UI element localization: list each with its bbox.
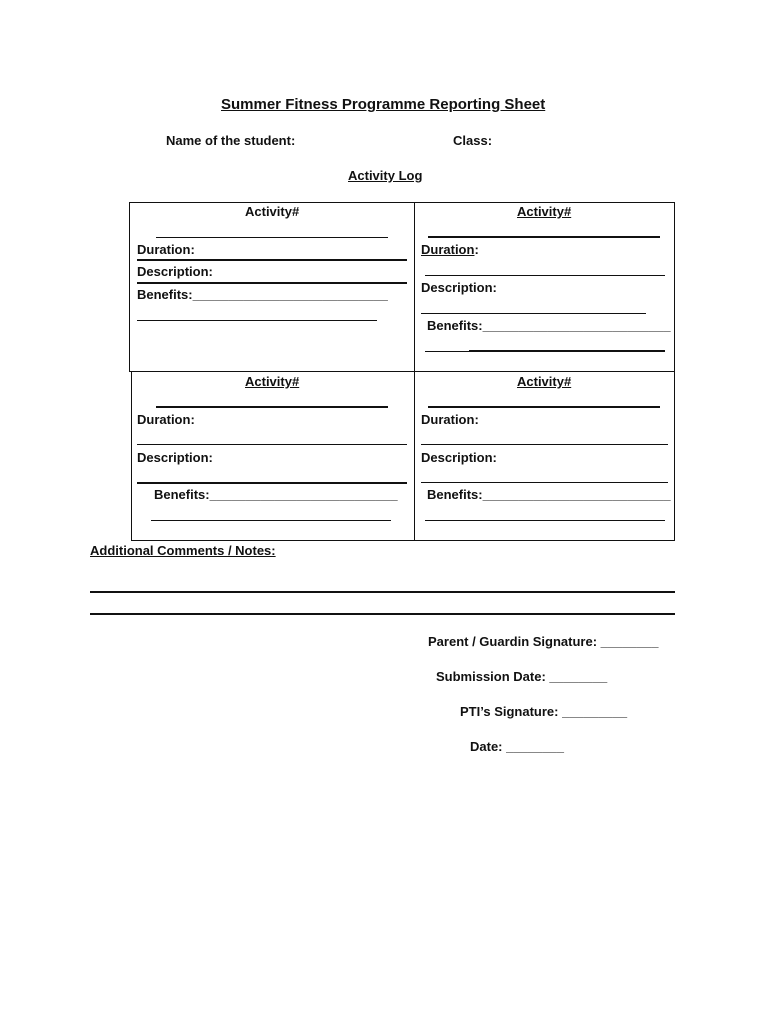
activity-heading: Activity# xyxy=(517,204,572,219)
benefits-label: Benefits:__________________________ xyxy=(154,487,398,502)
description-label: Description: xyxy=(421,280,497,295)
table-right-border xyxy=(674,202,675,541)
class-label: Class: xyxy=(453,133,493,148)
activity-name-line[interactable] xyxy=(156,237,388,238)
duration-line[interactable] xyxy=(137,259,407,261)
description-line[interactable] xyxy=(421,482,668,483)
table-bottom-border xyxy=(131,540,675,541)
activity-heading: Activity# xyxy=(245,204,300,219)
activity-name-line[interactable] xyxy=(428,406,660,408)
description-line[interactable] xyxy=(137,282,407,284)
duration-line[interactable] xyxy=(137,444,407,445)
duration-label: Duration: xyxy=(421,412,479,427)
table-left-border-bottom xyxy=(131,371,132,541)
benefits-label: Benefits:__________________________ xyxy=(427,318,671,333)
table-middle-border xyxy=(129,371,675,372)
notes-line-1[interactable] xyxy=(90,591,675,593)
submission-date[interactable]: Submission Date: ________ xyxy=(436,669,608,684)
activity-name-line[interactable] xyxy=(156,406,388,408)
description-line[interactable] xyxy=(421,313,646,314)
benefits-line-thick[interactable] xyxy=(469,350,665,352)
duration-label xyxy=(421,242,479,258)
description-line[interactable] xyxy=(137,482,407,484)
description-label: Description: xyxy=(421,450,497,465)
activity-heading: Activity# xyxy=(245,374,300,389)
activity-name-line[interactable] xyxy=(428,236,660,238)
activity-log-title: Activity Log xyxy=(348,168,423,183)
pti-signature[interactable]: PTI’s Signature: _________ xyxy=(460,704,628,719)
activity-heading: Activity# xyxy=(517,374,572,389)
student-name-label: Name of the student: xyxy=(166,133,296,148)
duration-line[interactable] xyxy=(425,275,665,276)
page-title: Summer Fitness Programme Reporting Sheet xyxy=(221,96,546,113)
duration-colon: : xyxy=(474,242,479,257)
benefits-label: Benefits:___________________________ xyxy=(137,287,388,302)
table-top-border xyxy=(129,202,675,203)
table-left-border-top xyxy=(129,202,130,372)
parent-signature[interactable]: Parent / Guardin Signature: ________ xyxy=(428,634,659,649)
benefits-label: Benefits:__________________________ xyxy=(427,487,671,502)
benefits-line-thin[interactable] xyxy=(425,351,469,352)
description-label: Description: xyxy=(137,264,213,279)
benefits-line[interactable] xyxy=(425,520,665,521)
duration-label: Duration: xyxy=(137,242,195,257)
duration-label: Duration: xyxy=(137,412,195,427)
notes-line-2[interactable] xyxy=(90,613,675,615)
additional-notes-label: Additional Comments / Notes: xyxy=(90,543,276,558)
duration-word: Duration xyxy=(421,242,475,257)
date-field[interactable]: Date: ________ xyxy=(470,739,564,754)
benefits-line[interactable] xyxy=(151,520,391,521)
description-label: Description: xyxy=(137,450,213,465)
table-center-divider xyxy=(414,202,415,541)
duration-line[interactable] xyxy=(421,444,668,445)
benefits-line[interactable] xyxy=(137,320,377,321)
